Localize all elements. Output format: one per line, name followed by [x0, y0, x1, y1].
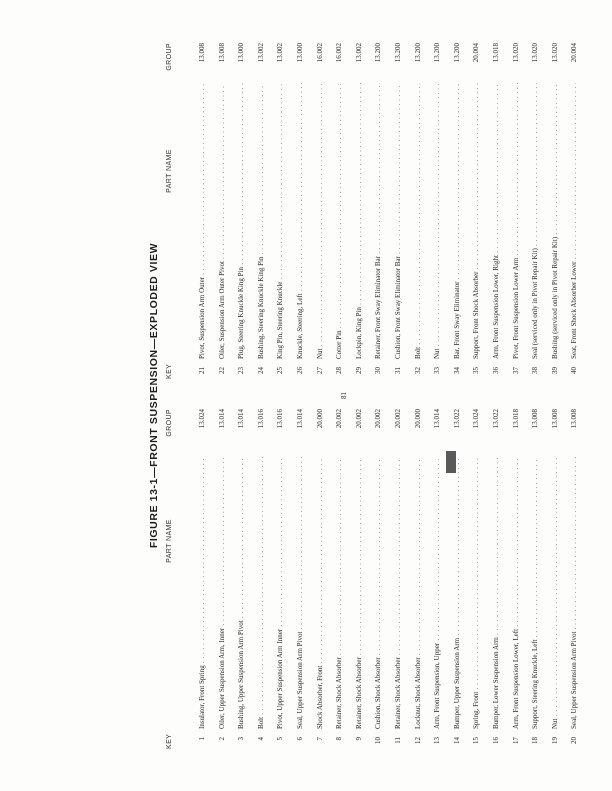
- row-part-name: Bumper, Lower Suspension Arm . . .: [492, 457, 501, 729]
- row-group: 13.002: [354, 43, 363, 63]
- row-key: 33: [433, 367, 442, 374]
- row-part-name: Lockpin, King Pin . . .: [355, 83, 364, 359]
- row-group: 13.018: [511, 409, 520, 429]
- row-group: 13.016: [256, 409, 265, 429]
- row-key: 19: [550, 737, 559, 744]
- row-part-name: Support, Front Shock Absorber . . .: [472, 83, 481, 359]
- row-group: 13.020: [550, 43, 559, 63]
- row-group: 20.002: [374, 409, 383, 429]
- row-group: 13.008: [550, 409, 559, 429]
- row-group: 13.022: [452, 409, 461, 429]
- row-part-name: Knuckle, Steering, Left . . .: [296, 83, 305, 359]
- row-key: 9: [354, 737, 363, 741]
- row-part-name: Shock Absorber, Front . . .: [316, 457, 325, 729]
- row-group: 16.002: [315, 43, 324, 63]
- row-part-name: Support, Steering Knuckle, Left . . .: [531, 457, 540, 729]
- right-key-header: KEY: [166, 363, 173, 379]
- row-key: 3: [237, 737, 246, 741]
- row-group: 13.002: [256, 43, 265, 63]
- row-group: 13.000: [296, 43, 304, 63]
- row-group: 13.200: [394, 43, 402, 63]
- row-part-name: Cushion, Front Sway Eliminator Bar . . .: [394, 83, 403, 359]
- row-key: 5: [276, 737, 285, 741]
- row-group: 13.008: [198, 43, 206, 63]
- row-part-name: Seal, Upper Suspension Arm Pivot . . .: [296, 457, 305, 729]
- row-key: 12: [413, 737, 422, 744]
- row-part-name: Plug, Steering Knuckle King Pin . . .: [237, 83, 246, 359]
- row-key: 27: [315, 367, 324, 374]
- row-part-name: Seat, Front Shock Absorber Lower . . .: [570, 83, 579, 359]
- row-group: 13.024: [472, 409, 481, 429]
- row-part-name: Oiler, Upper Suspension Arm, Inner . . .: [218, 457, 227, 729]
- thumb-tab-mark: [446, 451, 456, 473]
- row-part-name: Oiler, Suspension Arm Outer Pivot . . .: [218, 83, 227, 359]
- row-group: 13.024: [198, 409, 206, 429]
- row-group: 13.008: [531, 409, 540, 429]
- row-part-name: Pivot, Front Suspension Lower Arm . . .: [512, 83, 521, 359]
- row-key: 23: [237, 367, 246, 374]
- row-part-name: Cushion, Shock Absorber . . .: [374, 457, 383, 729]
- row-part-name: Bushing (serviced only in Pivot Repair Kit) . . .: [551, 83, 560, 359]
- row-part-name: Cotter Pin . . .: [335, 83, 344, 359]
- row-key: 24: [256, 367, 265, 374]
- row-key: 36: [492, 367, 500, 374]
- row-part-name: Nut . . .: [316, 83, 325, 359]
- row-key: 15: [472, 737, 481, 744]
- row-part-name: Bar, Front Sway Eliminator . . .: [453, 83, 462, 359]
- row-key: 31: [394, 367, 402, 374]
- row-part-name: Arm, Front Suspension Lower, Left . . .: [512, 457, 521, 729]
- row-key: 16: [492, 737, 500, 744]
- row-key: 18: [531, 737, 540, 744]
- row-key: 10: [374, 737, 383, 744]
- row-group: 20.004: [570, 43, 579, 63]
- left-part-name-header: PART NAME: [166, 519, 173, 563]
- row-part-name: Retainer, Shock Absorber . . .: [335, 457, 344, 729]
- row-part-name: Retainer, Front Sway Eliminator Bar . . .: [374, 83, 383, 359]
- row-group: 20.002: [394, 409, 402, 429]
- row-group: 13.008: [570, 409, 579, 429]
- row-key: 28: [335, 367, 344, 374]
- row-group: 13.200: [374, 43, 383, 63]
- row-group: 13.200: [452, 43, 461, 63]
- row-group: 13.002: [276, 43, 285, 63]
- row-group: 13.200: [433, 43, 442, 63]
- row-part-name: Retainer, Shock Absorber . . .: [355, 457, 364, 729]
- row-key: 29: [354, 367, 363, 374]
- row-group: 13.014: [433, 409, 442, 429]
- row-key: 21: [198, 367, 206, 374]
- row-part-name: Bushing, Steering Knuckle King Pin . . .: [257, 83, 266, 359]
- row-key: 13: [433, 737, 442, 744]
- row-part-name: Pivot, Suspension Arm Outer . . .: [198, 83, 207, 359]
- figure-title: FIGURE 13-1—FRONT SUSPENSION—EXPLODED VIEW: [148, 242, 160, 549]
- row-key: 17: [511, 737, 520, 744]
- row-part-name: King Pin, Steering Knuckle . . .: [276, 83, 285, 359]
- row-key: 22: [217, 367, 226, 374]
- row-group: 20.000: [413, 409, 422, 429]
- row-group: 13.000: [237, 43, 246, 63]
- row-part-name: Arm, Front Suspension, Upper . . .: [433, 457, 442, 729]
- row-group: 13.020: [531, 43, 540, 63]
- row-group: 13.014: [237, 409, 246, 429]
- row-key: 30: [374, 367, 383, 374]
- row-key: 39: [550, 367, 559, 374]
- row-part-name: Arm, Front Suspension Lower, Right . . .: [492, 83, 501, 359]
- row-group: 20.004: [472, 43, 481, 63]
- row-group: 20.002: [335, 409, 344, 429]
- row-key: 2: [217, 737, 226, 741]
- row-group: 13.020: [511, 43, 520, 63]
- left-key-header: KEY: [166, 733, 173, 749]
- row-group: 20.000: [315, 409, 324, 429]
- row-part-name: Retainer, Shock Absorber . . .: [394, 457, 403, 729]
- page-number: 81: [340, 392, 348, 399]
- row-key: 34: [452, 367, 461, 374]
- row-group: 13.014: [217, 409, 226, 429]
- row-key: 6: [296, 737, 304, 741]
- left-group-header: GROUP: [166, 409, 173, 437]
- row-part-name: Insulator, Front Spring . . .: [198, 457, 207, 729]
- row-key: 7: [315, 737, 324, 741]
- row-part-name: Seal, Upper Suspension Arm Pivot . . .: [570, 457, 579, 729]
- row-key: 8: [335, 737, 344, 741]
- row-key: 40: [570, 367, 579, 374]
- row-group: 16.002: [335, 43, 344, 63]
- row-group: 13.008: [217, 43, 226, 63]
- row-part-name: Locknut, Shock Absorber . . .: [414, 457, 423, 729]
- row-group: 13.022: [492, 409, 500, 429]
- row-group: 13.016: [276, 409, 285, 429]
- row-part-name: Seal (serviced only in Pivot Repair Kit) . . .: [531, 83, 540, 359]
- row-part-name: Bumper, Upper Suspension Arm . . .: [453, 457, 462, 729]
- row-key: 38: [531, 367, 540, 374]
- row-group: 20.002: [354, 409, 363, 429]
- row-key: 11: [394, 737, 402, 744]
- row-group: 13.018: [492, 43, 500, 63]
- row-key: 26: [296, 367, 304, 374]
- row-part-name: Nut . . .: [433, 83, 442, 359]
- row-part-name: Bolt . . .: [257, 457, 266, 729]
- row-group: 13.200: [413, 43, 422, 63]
- row-key: 37: [511, 367, 520, 374]
- row-part-name: Pivot, Upper Suspension Arm Inner . . .: [276, 457, 285, 729]
- row-key: 32: [413, 367, 422, 374]
- row-key: 35: [472, 367, 481, 374]
- row-key: 4: [256, 737, 265, 741]
- row-key: 14: [452, 737, 461, 744]
- row-group: 13.014: [296, 409, 304, 429]
- row-part-name: Spring, Front . . .: [472, 457, 481, 729]
- right-part-name-header: PART NAME: [166, 149, 173, 193]
- row-part-name: Bushing, Upper Suspension Arm Pivot . . .: [237, 457, 246, 729]
- right-group-header: GROUP: [166, 43, 173, 71]
- row-key: 25: [276, 367, 285, 374]
- row-part-name: Bolt . . .: [414, 83, 423, 359]
- row-key: 1: [198, 737, 206, 741]
- row-key: 20: [570, 737, 579, 744]
- row-part-name: Nut . . .: [551, 457, 560, 729]
